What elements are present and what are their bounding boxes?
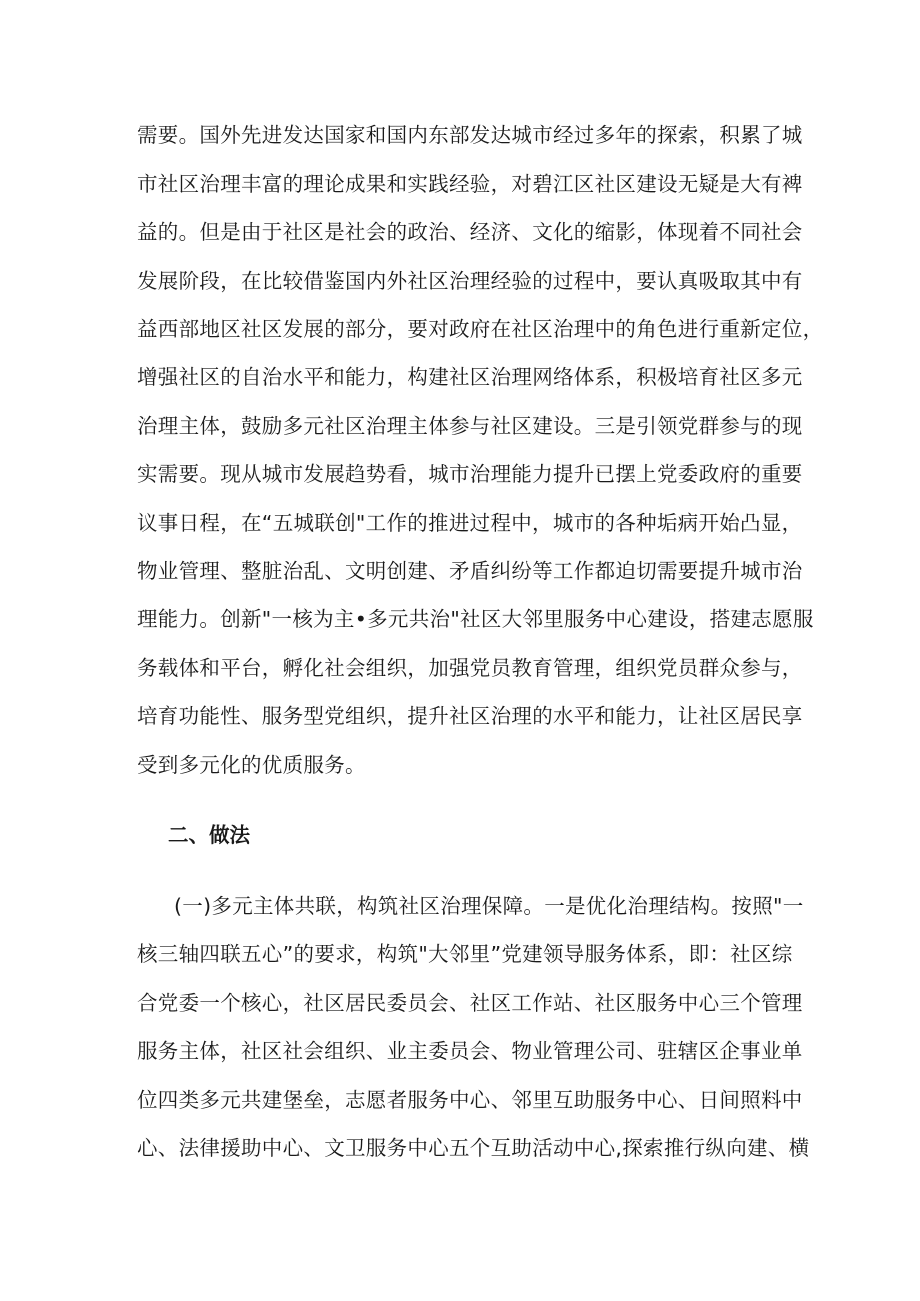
text-line: 增强社区的自治水平和能力，构建社区治理网络体系，积极培育社区多元 <box>137 365 803 389</box>
section-heading: 二、做法 <box>168 823 250 847</box>
text-line: 议事日程，在“五城联创"工作的推进过程中，城市的各种垢病开始凸显， <box>137 511 803 535</box>
text-line: 治理主体，鼓励多元社区治理主体参与社区建设。三是引领党群参与的现 <box>137 414 803 438</box>
text-line: 服务主体，社区社会组织、业主委员会、物业管理公司、驻辖区企事业单 <box>137 1039 803 1063</box>
text-line: 合党委一个核心，社区居民委员会、社区工作站、社区服务中心三个管理 <box>137 991 803 1015</box>
text-line: 心、法律援助中心、文卫服务中心五个互助活动中心,探索推行纵向建、横 <box>137 1136 810 1160</box>
text-line: 位四类多元共建堡垒，志愿者服务中心、邻里互助服务中心、日间照料中 <box>137 1088 803 1112</box>
text-line: 实需要。现从城市发展趋势看，城市治理能力提升已摆上党委政府的重要 <box>137 462 803 486</box>
text-line: (一)多元主体共联，构筑社区治理保障。一是优化治理结构。按照"一 <box>174 894 804 918</box>
text-line: 核三轴四联五心”的要求，构筑"大邻里”党建领导服务体系，即：社区综 <box>137 942 793 966</box>
text-line: 务载体和平台，孵化社会组织，加强党员教育管理，组织党员群众参与， <box>137 656 803 680</box>
text-line: 市社区治理丰富的理论成果和实践经验，对碧江区社区建设无疑是大有裨 <box>137 172 803 196</box>
text-line: 发展阶段，在比较借鉴国内外社区治理经验的过程中，要认真吸取其中有 <box>137 269 803 293</box>
text-line: 物业管理、整脏治乱、文明创建、矛盾纠纷等工作都迫切需要提升城市治 <box>137 559 803 583</box>
text-line: 益的。但是由于社区是社会的政治、经济、文化的缩影，体现着不同社会 <box>137 220 803 244</box>
text-line: 受到多元化的优质服务。 <box>137 753 366 777</box>
text-line: 需要。国外先进发达国家和国内东部发达城市经过多年的探索，积累了城 <box>137 123 803 147</box>
text-line: 益西部地区社区发展的部分，要对政府在社区治理中的角色进行重新定位， <box>137 317 824 341</box>
text-line: 理能力。创新"一核为主•多元共治"社区大邻里服务中心建设，搭建志愿服 <box>137 607 814 631</box>
text-line: 培育功能性、服务型党组织，提升社区治理的水平和能力，让社区居民享 <box>137 704 803 728</box>
